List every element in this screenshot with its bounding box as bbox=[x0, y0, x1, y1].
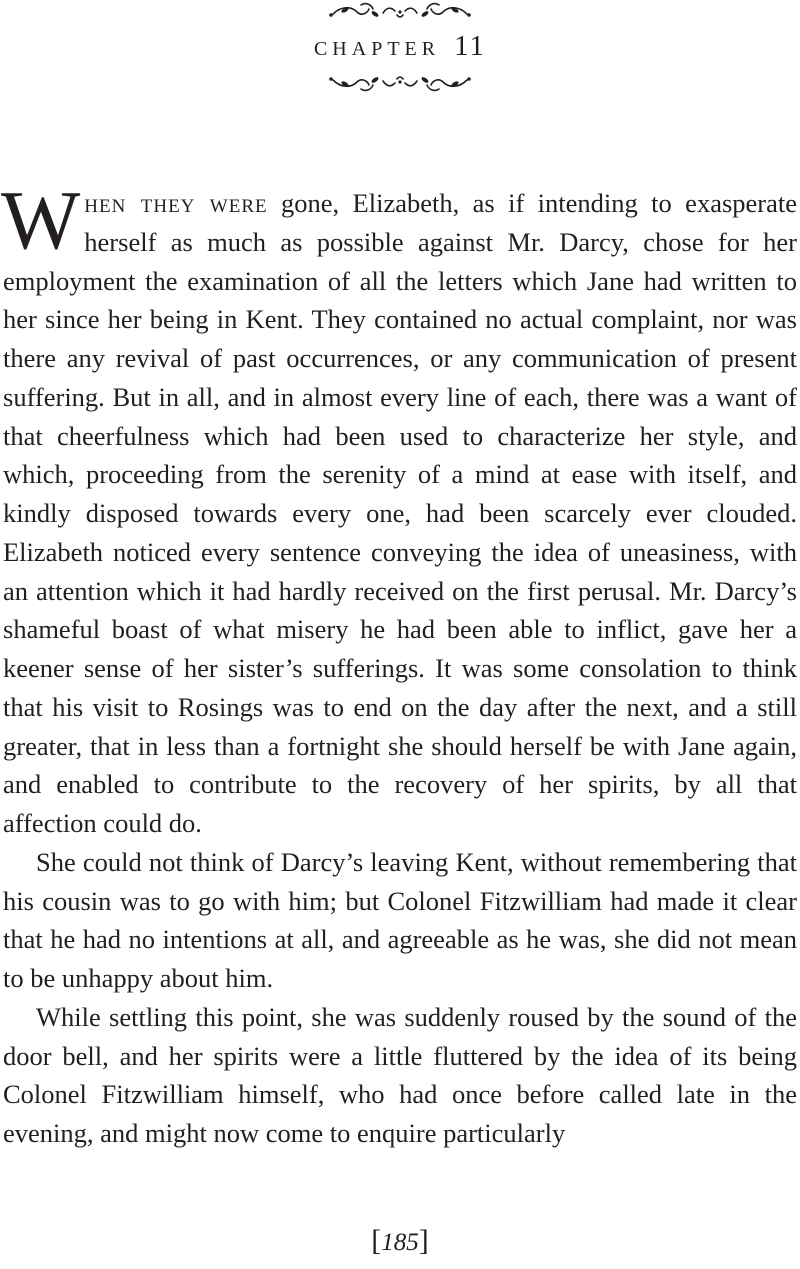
drop-cap: W bbox=[1, 174, 81, 267]
chapter-number: 11 bbox=[454, 30, 487, 62]
folio-bracket-left: [ bbox=[371, 1224, 382, 1257]
paragraph-2: She could not think of Darcy’s leaving Kent, without remembering that his cousin was to go with him; but Colonel Fitzwilliam had made it clear that he had no intentions at all, and agreeable as he was, she did not mean to be unhappy about him. bbox=[3, 846, 797, 993]
folio-bracket-right: ] bbox=[418, 1224, 429, 1257]
page-number-footer bbox=[0, 1226, 800, 1258]
chapter-heading bbox=[0, 28, 800, 64]
top-ornament-icon bbox=[0, 0, 800, 27]
chapter-text bbox=[1, 174, 797, 1153]
chapter-word: chapter bbox=[313, 30, 441, 62]
page-number: 185 bbox=[381, 1229, 419, 1256]
paragraph-1 bbox=[1, 174, 797, 843]
bottom-ornament-icon bbox=[0, 72, 800, 99]
lead-in-small-caps: hen they were bbox=[84, 188, 268, 218]
paragraph-3: While settling this point, she was suddenly roused by the sound of the door bell, and her spirits were a little fluttered by the idea of its being Colonel Fitzwilliam himself, who had once before called late in the evening, and might now come to enquire particularly bbox=[3, 1001, 797, 1148]
paragraph-1-text: gone, Elizabeth, as if intending to exasperate herself as much as possible against Mr. Darcy, chose for her employment the examination of all the letters which Jane had written to her since her being in Kent. They contained no actual complaint, nor was there any revival of past occurrences, or any communication of present suffering. But in all, and in almost every line of each, there was a want of that cheerfulness which had been used to characterize her style, and which, proceeding from the serenity of a mind at ease with itself, and kindly disposed towards every one, had been scarcely ever clouded. Elizabeth noticed every sentence conveying the idea of uneasiness, with an attention which it had hardly received on the first perusal. Mr. Darcy’s shameful boast of what misery he had been able to inflict, gave her a keener sense of her sister’s sufferings. It was some consolation to think that his visit to Rosings was to end on the day after the next, and a still greater, that in less than a fortnight she should herself be with Jane again, and enabled to contribute to the recovery of her spirits, by all that affection could do. bbox=[3, 188, 797, 838]
